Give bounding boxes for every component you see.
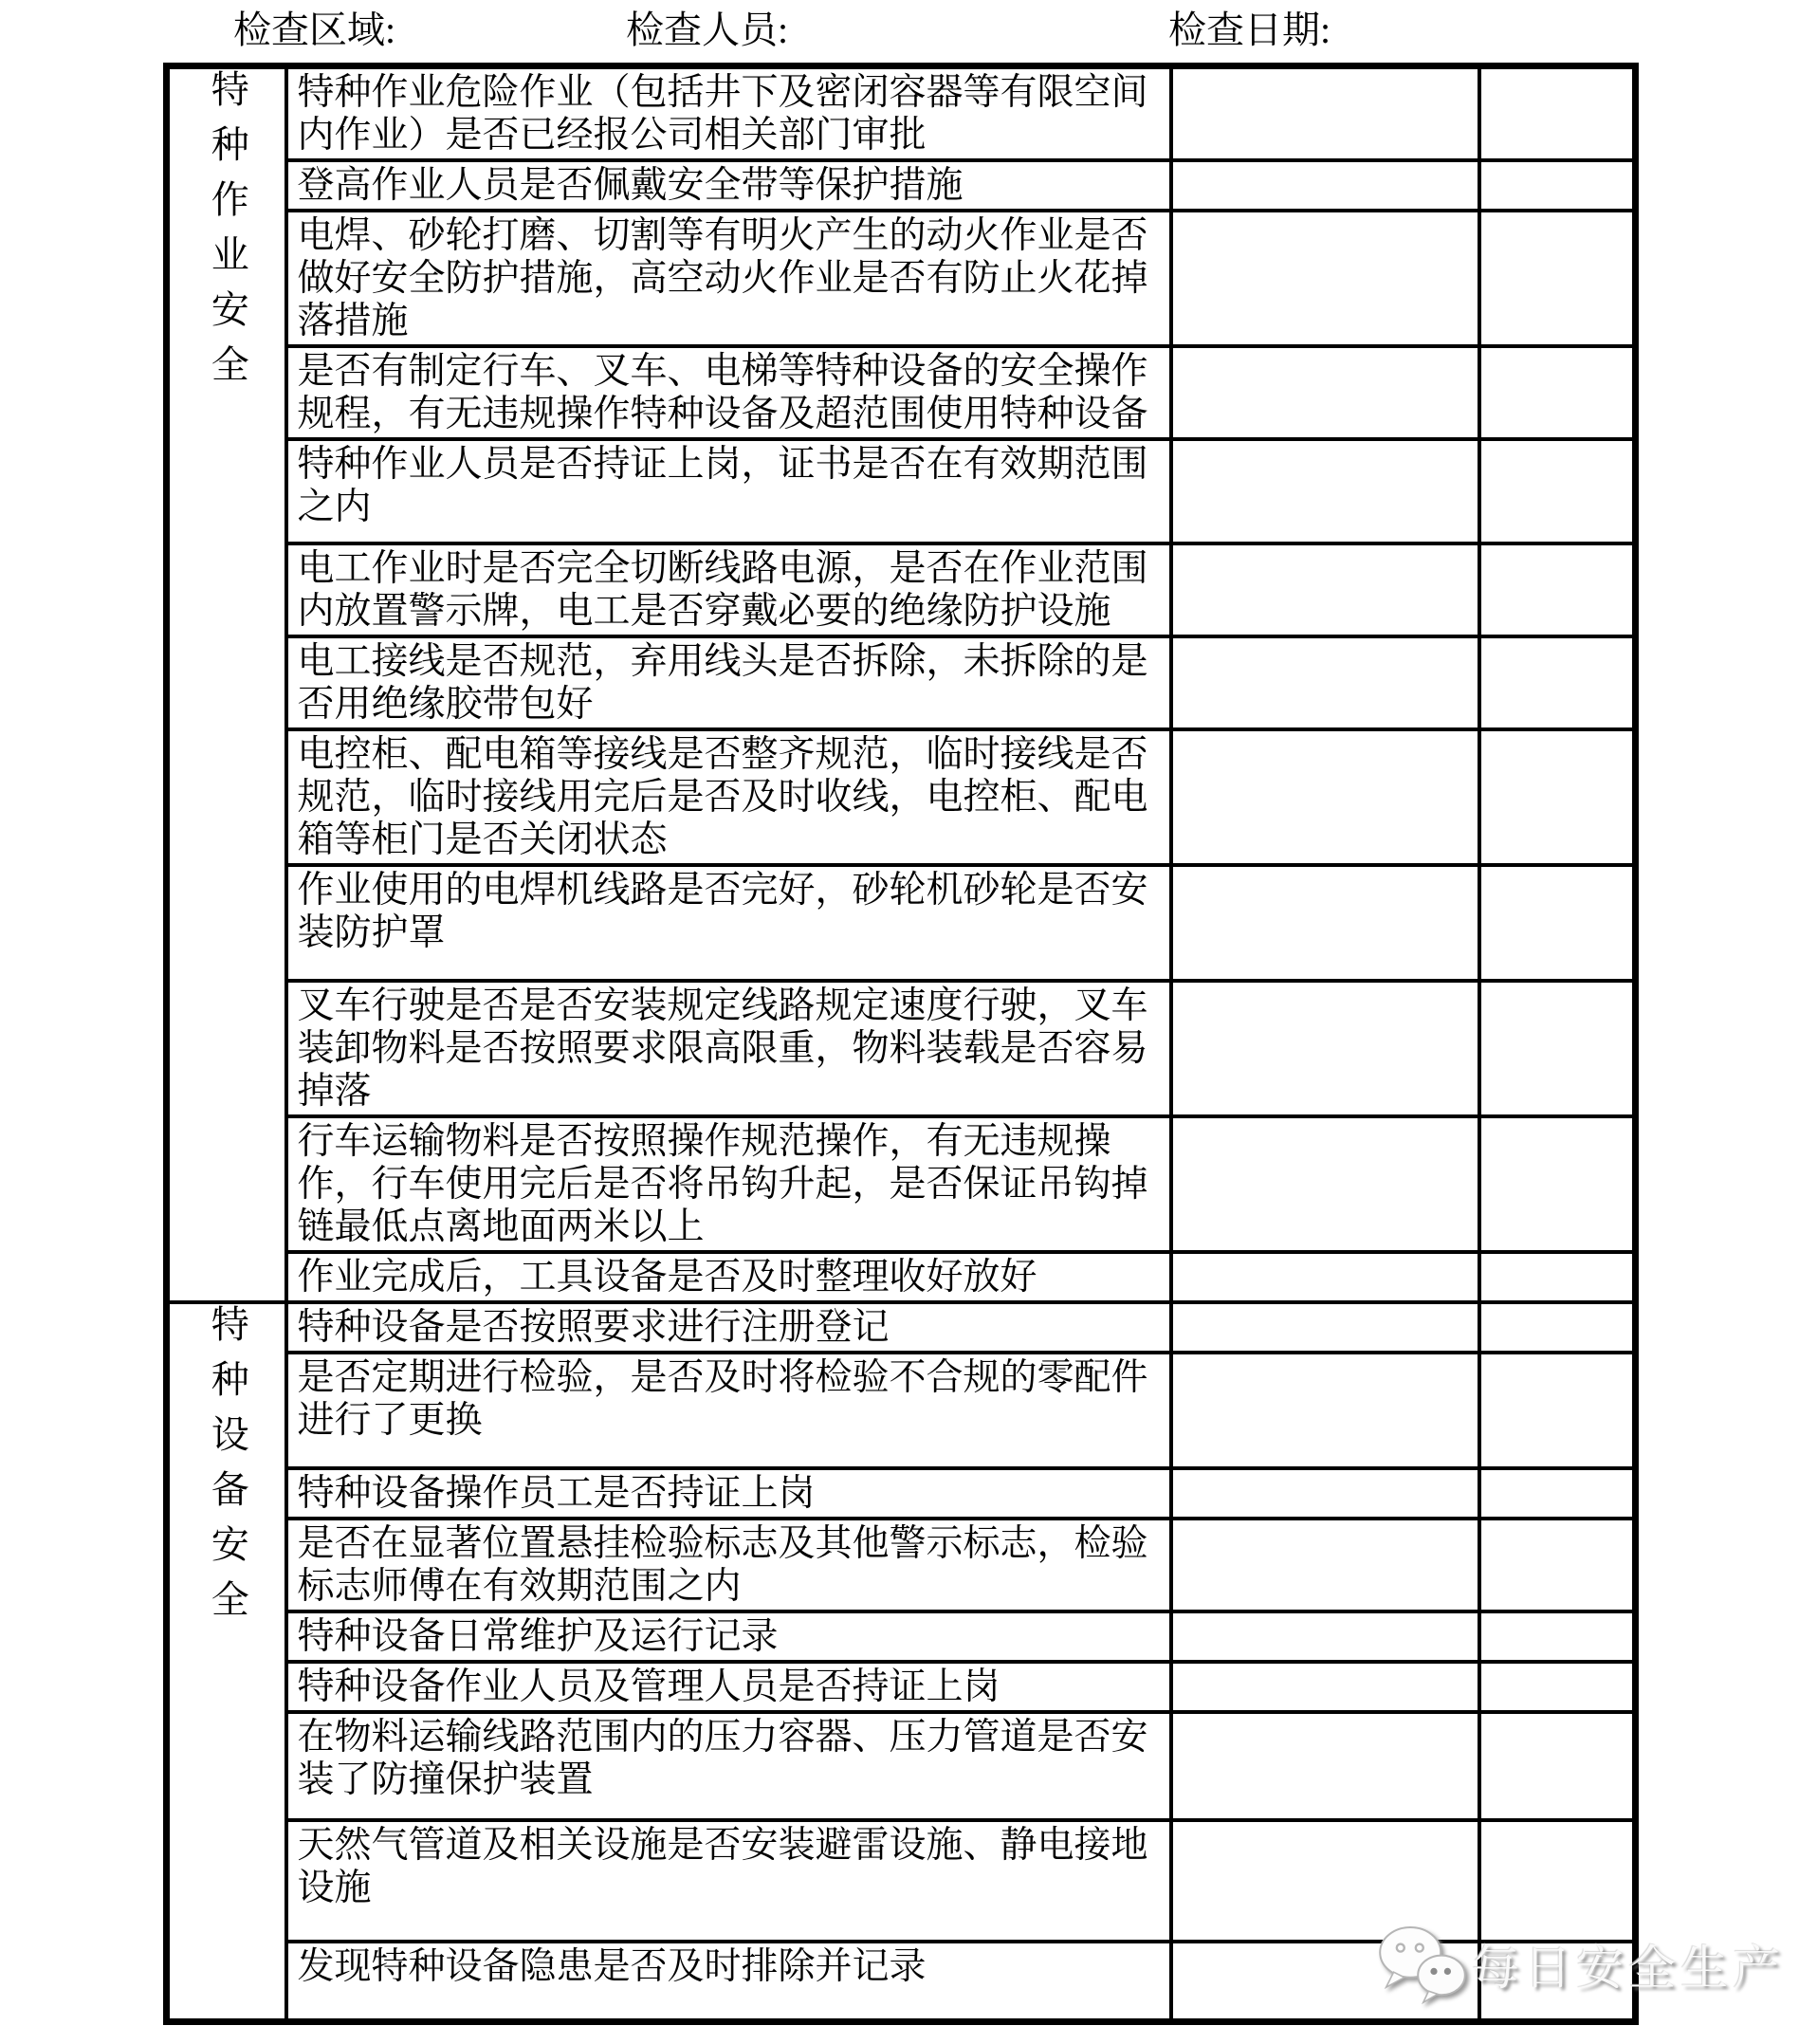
check-result-cell[interactable] xyxy=(1171,211,1479,346)
remark-cell[interactable] xyxy=(1479,160,1636,211)
checklist-row xyxy=(167,981,1636,1116)
remark-cell[interactable] xyxy=(1479,543,1636,636)
remark-cell[interactable] xyxy=(1479,981,1636,1116)
checklist-item-text: 特种设备操作员工是否持证上岗 xyxy=(286,1468,1171,1519)
checklist-row xyxy=(167,865,1636,981)
checklist-row xyxy=(167,1252,1636,1302)
checklist-item-text: 电焊、砂轮打磨、切割等有明火产生的动火作业是否做好安全防护措施，高空动火作业是否有防止火花掉落措施 xyxy=(286,211,1171,346)
remark-cell[interactable] xyxy=(1479,66,1636,161)
watermark-text: 每日安全生产 xyxy=(1472,1941,1785,1995)
checklist-item-text: 特种作业危险作业（包括井下及密闭容器等有限空间内作业）是否已经报公司相关部门审批 xyxy=(286,66,1171,161)
check-result-cell[interactable] xyxy=(1171,1820,1479,1942)
checklist-item-text: 发现特种设备隐患是否及时排除并记录 xyxy=(286,1942,1171,2022)
remark-cell[interactable] xyxy=(1479,636,1636,729)
checklist-row xyxy=(167,636,1636,729)
checklist-row xyxy=(167,1302,1636,1353)
check-result-cell[interactable] xyxy=(1171,1353,1479,1468)
checklist-row xyxy=(167,1942,1636,2022)
check-result-cell[interactable] xyxy=(1171,1662,1479,1712)
checklist-item-text: 电控柜、配电箱等接线是否整齐规范，临时接线是否规范，临时接线用完后是否及时收线，电控柜、配电箱等柜门是否关闭状态 xyxy=(286,729,1171,865)
checklist-item-text: 作业使用的电焊机线路是否完好，砂轮机砂轮是否安装防护罩 xyxy=(286,865,1171,981)
check-result-cell[interactable] xyxy=(1171,543,1479,636)
checklist-item-text: 电工接线是否规范，弃用线头是否拆除，未拆除的是否用绝缘胶带包好 xyxy=(286,636,1171,729)
checklist-item-text: 电工作业时是否完全切断线路电源，是否在作业范围内放置警示牌，电工是否穿戴必要的绝缘防护设施 xyxy=(286,543,1171,636)
check-result-cell[interactable] xyxy=(1171,729,1479,865)
check-result-cell[interactable] xyxy=(1171,981,1479,1116)
inspection-personnel-label: 检查人员: xyxy=(626,9,789,51)
checklist-item-text: 天然气管道及相关设施是否安装避雷设施、静电接地设施 xyxy=(286,1820,1171,1942)
remark-cell[interactable] xyxy=(1479,1942,1636,2022)
checklist-row xyxy=(167,1468,1636,1519)
checklist-item-text: 特种设备日常维护及运行记录 xyxy=(286,1611,1171,1662)
section-title-text: 特种作业安全 xyxy=(206,69,249,399)
check-result-cell[interactable] xyxy=(1171,160,1479,211)
remark-cell[interactable] xyxy=(1479,729,1636,865)
checklist-row xyxy=(167,1662,1636,1712)
check-result-cell[interactable] xyxy=(1171,1252,1479,1302)
checklist-row xyxy=(167,1353,1636,1468)
checklist-item-text: 是否定期进行检验，是否及时将检验不合规的零配件进行了更换 xyxy=(286,1353,1171,1468)
check-result-cell[interactable] xyxy=(1171,66,1479,161)
check-result-cell[interactable] xyxy=(1171,1519,1479,1611)
check-result-cell[interactable] xyxy=(1171,1302,1479,1353)
remark-cell[interactable] xyxy=(1479,1611,1636,1662)
checklist-row xyxy=(167,346,1636,439)
checklist-item-text: 作业完成后，工具设备是否及时整理收好放好 xyxy=(286,1252,1171,1302)
remark-cell[interactable] xyxy=(1479,1353,1636,1468)
safety-checklist-table xyxy=(163,63,1639,2025)
checklist-item-text: 特种作业人员是否持证上岗，证书是否在有效期范围之内 xyxy=(286,439,1171,543)
section-title-special-work-safety xyxy=(167,66,286,1303)
remark-cell[interactable] xyxy=(1479,211,1636,346)
checklist-row xyxy=(167,160,1636,211)
checklist-row xyxy=(167,1820,1636,1942)
remark-cell[interactable] xyxy=(1479,1252,1636,1302)
checklist-item-text: 在物料运输线路范围内的压力容器、压力管道是否安装了防撞保护装置 xyxy=(286,1712,1171,1820)
check-result-cell[interactable] xyxy=(1171,1611,1479,1662)
checklist-row xyxy=(167,1116,1636,1252)
check-result-cell[interactable] xyxy=(1171,1942,1479,2022)
remark-cell[interactable] xyxy=(1479,346,1636,439)
check-result-cell[interactable] xyxy=(1171,1116,1479,1252)
checklist-item-text: 叉车行驶是否是否安装规定线路规定速度行驶，叉车装卸物料是否按照要求限高限重，物料装载是否容易掉落 xyxy=(286,981,1171,1116)
check-result-cell[interactable] xyxy=(1171,439,1479,543)
checklist-item-text: 是否在显著位置悬挂检验标志及其他警示标志，检验标志师傅在有效期范围之内 xyxy=(286,1519,1171,1611)
section-title-special-equipment-safety xyxy=(167,1302,286,2022)
remark-cell[interactable] xyxy=(1479,865,1636,981)
remark-cell[interactable] xyxy=(1479,439,1636,543)
remark-cell[interactable] xyxy=(1479,1302,1636,1353)
inspection-area-label: 检查区域: xyxy=(233,9,396,51)
remark-cell[interactable] xyxy=(1479,1662,1636,1712)
check-result-cell[interactable] xyxy=(1171,1712,1479,1820)
checklist-item-text: 行车运输物料是否按照操作规范操作，有无违规操作，行车使用完后是否将吊钩升起，是否保证吊钩掉链最低点离地面两米以上 xyxy=(286,1116,1171,1252)
checklist-row xyxy=(167,1611,1636,1662)
checklist-item-text: 特种设备是否按照要求进行注册登记 xyxy=(286,1302,1171,1353)
checklist-item-text: 是否有制定行车、叉车、电梯等特种设备的安全操作规程，有无违规操作特种设备及超范围使用特种设备 xyxy=(286,346,1171,439)
checklist-row xyxy=(167,1519,1636,1611)
checklist-row xyxy=(167,1712,1636,1820)
checklist-item-text: 登高作业人员是否佩戴安全带等保护措施 xyxy=(286,160,1171,211)
check-result-cell[interactable] xyxy=(1171,865,1479,981)
check-result-cell[interactable] xyxy=(1171,346,1479,439)
check-result-cell[interactable] xyxy=(1171,1468,1479,1519)
remark-cell[interactable] xyxy=(1479,1116,1636,1252)
checklist-row xyxy=(167,211,1636,346)
checklist-item-text: 特种设备作业人员及管理人员是否持证上岗 xyxy=(286,1662,1171,1712)
section-title-text: 特种设备安全 xyxy=(206,1304,249,1634)
remark-cell[interactable] xyxy=(1479,1820,1636,1942)
remark-cell[interactable] xyxy=(1479,1468,1636,1519)
checklist-row xyxy=(167,543,1636,636)
remark-cell[interactable] xyxy=(1479,1519,1636,1611)
checklist-row xyxy=(167,439,1636,543)
inspection-date-label: 检查日期: xyxy=(1168,9,1331,51)
checklist-row xyxy=(167,729,1636,865)
remark-cell[interactable] xyxy=(1479,1712,1636,1820)
check-result-cell[interactable] xyxy=(1171,636,1479,729)
checklist-row xyxy=(167,66,1636,161)
